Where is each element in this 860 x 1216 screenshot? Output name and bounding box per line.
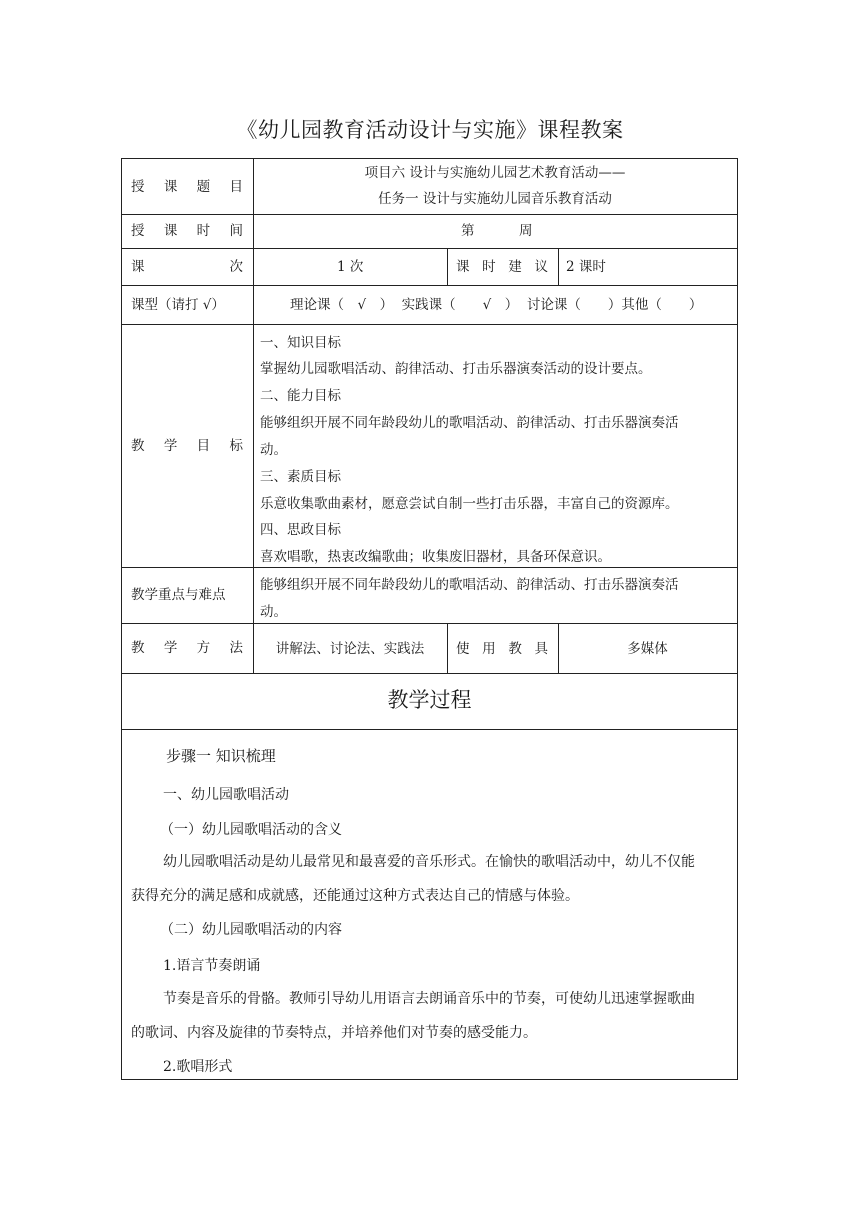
topic-line-1: 项目六 设计与实施幼儿园艺术教育活动—— [364, 165, 626, 181]
method-label: 教 学 方 法 [131, 640, 243, 656]
subsection-content: （二）幼儿园歌唱活动的内容 [160, 922, 342, 938]
paragraph-meaning-line-1: 幼儿园歌唱活动是幼儿最常见和最喜爱的音乐形式。在愉快的歌唱活动中，幼儿不仅能 [163, 854, 695, 870]
objective-text-ability-1: 能够组织开展不同年龄段幼儿的歌唱活动、韵律活动、打击乐器演奏活 [260, 415, 679, 431]
objective-text-ability-2: 动。 [260, 442, 287, 458]
objective-heading-knowledge: 一、知识目标 [260, 335, 341, 351]
type-label: 课型（请打 √） [131, 296, 225, 313]
time-week-suffix: 周 [519, 223, 533, 239]
objectives-label-cell [122, 324, 253, 567]
keypoints-label: 教学重点与难点 [131, 587, 226, 603]
type-value: 理论课（ √ ） 实践课（ √ ） 讨论课（ ）其他（ ） [290, 297, 703, 313]
session-label-cell [122, 248, 253, 285]
step-heading: 步骤一 知识梳理 [166, 747, 276, 765]
method-value: 讲解法、讨论法、实践法 [275, 641, 425, 657]
paragraph-meaning-line-2: 获得充分的满足感和成就感，还能通过这种方式表达自己的情感与体验。 [131, 888, 579, 904]
tools-label-cell [456, 640, 548, 658]
keypoints-line-1: 能够组织开展不同年龄段幼儿的歌唱活动、韵律活动、打击乐器演奏活 [260, 577, 679, 593]
tools-value: 多媒体 [627, 641, 668, 657]
method-label-cell [122, 623, 253, 673]
session-value: 1 次 [337, 259, 364, 275]
time-label: 授 课 时 间 [131, 223, 243, 239]
topic-label-cell [122, 159, 253, 214]
item-rhythm-recitation: 1.语言节奏朗诵 [163, 958, 261, 974]
suggest-hours-label: 课 时 建 议 [456, 259, 548, 275]
suggest-hours-label-cell [456, 258, 548, 276]
section-heading-singing: 一、幼儿园歌唱活动 [163, 787, 289, 803]
keypoints-line-2: 动。 [260, 604, 287, 620]
objective-heading-ideology: 四、思政目标 [260, 522, 341, 538]
lesson-plan-table [121, 158, 738, 1080]
session-label: 课 次 [131, 258, 243, 275]
objectives-label: 教 学 目 标 [131, 437, 243, 454]
item-singing-form: 2.歌唱形式 [163, 1059, 233, 1075]
objective-text-knowledge: 掌握幼儿园歌唱活动、韵律活动、打击乐器演奏活动的设计要点。 [260, 361, 652, 377]
objective-heading-ability: 二、能力目标 [260, 388, 341, 404]
time-week-prefix: 第 [461, 223, 475, 239]
objective-heading-quality: 三、素质目标 [260, 469, 341, 485]
suggest-hours-value: 2 课时 [566, 259, 606, 275]
tools-label: 使 用 教 具 [456, 641, 548, 657]
paragraph-rhythm-line-2: 的歌词、内容及旋律的节奏特点，并培养他们对节奏的感受能力。 [131, 1025, 537, 1041]
topic-label: 授 课 题 目 [131, 178, 243, 195]
document-title: 《幼儿园教育活动设计与实施》课程教案 [236, 118, 624, 142]
subsection-meaning: （一）幼儿园歌唱活动的含义 [160, 822, 342, 838]
objective-text-quality: 乐意收集歌曲素材，愿意尝试自制一些打击乐器，丰富自己的资源库。 [260, 496, 679, 512]
objective-text-ideology: 喜欢唱歌，热衷改编歌曲；收集废旧器材，具备环保意识。 [260, 549, 611, 565]
process-heading: 教学过程 [387, 688, 472, 712]
time-label-cell [122, 214, 253, 248]
paragraph-rhythm-line-1: 节奏是音乐的骨骼。教师引导幼儿用语言去朗诵音乐中的节奏，可使幼儿迅速掌握歌曲 [163, 991, 695, 1007]
topic-line-2: 任务一 设计与实施幼儿园音乐教育活动 [378, 191, 612, 207]
